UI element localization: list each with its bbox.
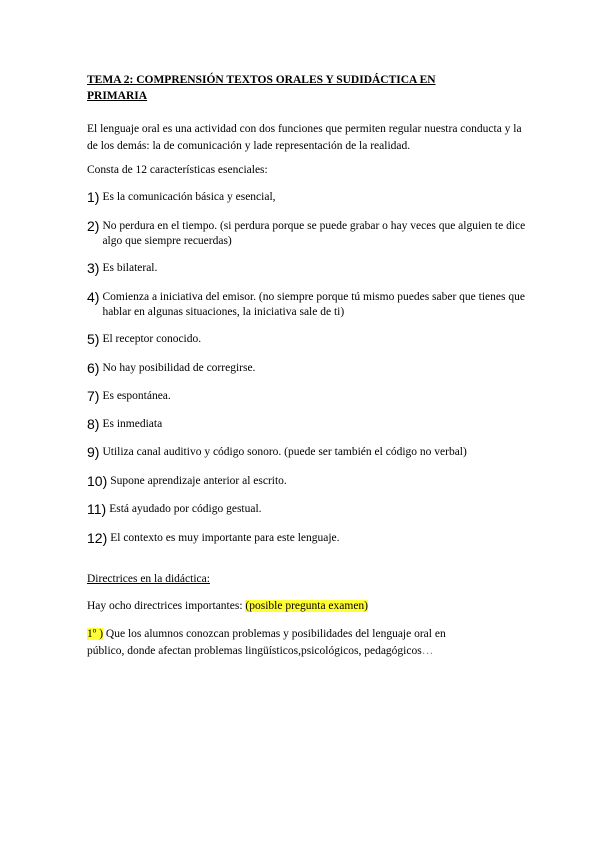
list-item — [87, 417, 527, 432]
directrices-intro-text: Hay ocho directrices importantes: — [87, 600, 246, 612]
item-number: 8) — [87, 416, 100, 432]
characteristics-intro: Consta de 12 características esenciales: — [87, 164, 268, 176]
item-number: 5) — [87, 331, 100, 347]
item-number: 2) — [87, 218, 100, 234]
list-item — [87, 361, 527, 376]
directriz-1 — [87, 626, 527, 660]
directriz-text-line-1: Que los alumnos conozcan problemas y posibilidades del lenguaje oral en — [103, 628, 446, 640]
list-item — [87, 190, 527, 205]
item-text: El contexto es muy importante para este lenguaje. — [110, 532, 340, 544]
item-text: Utiliza canal auditivo y código sonoro. (puede ser también el código no verbal) — [102, 446, 467, 458]
item-text: Es inmediata — [102, 418, 163, 430]
item-number: 10) — [87, 473, 108, 489]
item-text: Está ayudado por código gestual. — [109, 503, 262, 515]
item-number: 11) — [87, 501, 107, 517]
item-number: 9) — [87, 444, 100, 460]
title-line-2: PRIMARIA — [87, 90, 148, 102]
item-text: No perdura en el tiempo. (si perdura porque se puede grabar o hay veces que alguien te dice algo que siempre recuerdas) — [102, 220, 526, 247]
list-item — [87, 445, 527, 460]
item-text: Comienza a iniciativa del emisor. (no siempre porque tú mismo puedes saber que tienes que hablar en algunas situaciones, la iniciativa sale de ti) — [102, 291, 525, 318]
item-text: No hay posibilidad de corregirse. — [102, 362, 256, 374]
item-number: 6) — [87, 360, 100, 376]
item-text: Es espontánea. — [102, 390, 171, 402]
list-item — [87, 474, 527, 489]
item-number: 7) — [87, 388, 100, 404]
ellipsis: … — [421, 645, 434, 657]
item-text: Es la comunicación básica y esencial, — [102, 191, 276, 203]
item-number: 3) — [87, 260, 100, 276]
title-line-1: TEMA 2: COMPRENSIÓN TEXTOS ORALES Y SUDIDÁCTICA EN — [87, 74, 436, 86]
directriz-marker: 1º ) — [87, 628, 104, 640]
directrices-intro — [87, 598, 527, 615]
list-item — [87, 531, 527, 546]
item-text: Es bilateral. — [102, 262, 158, 274]
list-item — [87, 332, 527, 347]
intro-paragraph: El lenguaje oral es una actividad con dos funciones que permiten regular nuestra conducta y la de los demás: la de comunicación y lade representación de la realidad. — [87, 123, 522, 152]
section-heading: Directrices en la didáctica: — [87, 573, 210, 585]
list-item — [87, 219, 527, 249]
document-title — [87, 72, 487, 104]
item-text: El receptor conocido. — [102, 333, 202, 345]
directriz-text-line-2: público, donde afectan problemas lingüísticos,psicológicos, pedagógicos — [87, 645, 422, 657]
item-number: 1) — [87, 189, 100, 205]
list-item — [87, 261, 527, 276]
list-item — [87, 502, 527, 517]
list-item — [87, 389, 527, 404]
highlighted-note: (posible pregunta examen) — [245, 600, 369, 612]
item-number: 4) — [87, 289, 100, 305]
item-text: Supone aprendizaje anterior al escrito. — [110, 475, 287, 487]
item-number: 12) — [87, 530, 108, 546]
list-item — [87, 290, 527, 320]
